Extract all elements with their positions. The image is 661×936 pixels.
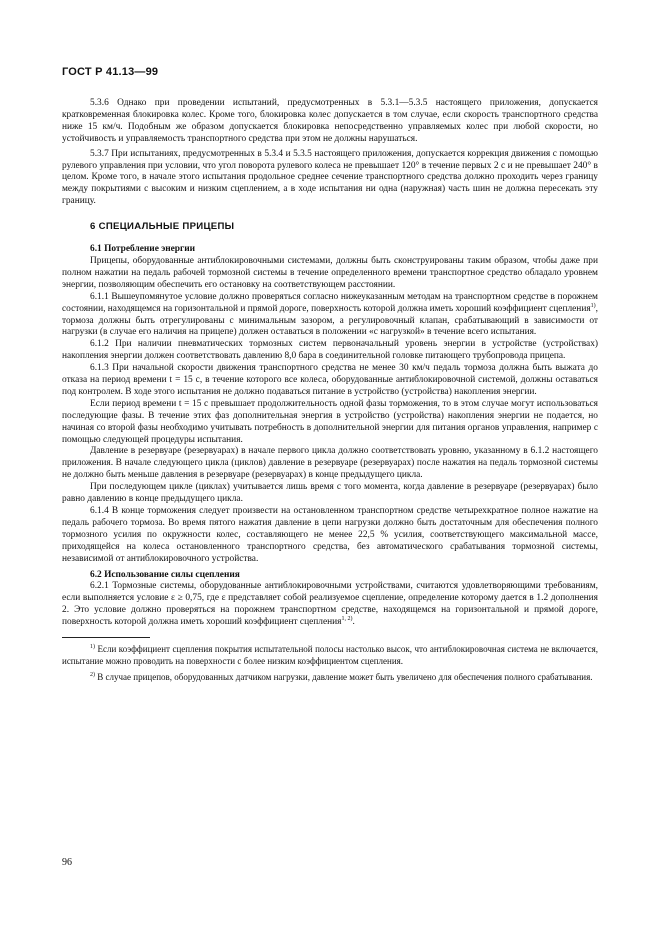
- paragraph-6-1-1: [62, 292, 598, 340]
- paragraph-reservoir-pressure: Давление в резервуаре (резервуарах) в начале первого цикла должно соответствовать уровню, указанному в 6.1.2 настоящего приложения. В начале следующего цикла (циклов) давление в резервуаре (резервуарах) после нажатия на педаль тормозной системы не должно быть меньше давления в резервуаре (резервуарах) в конце предыдущего цикла.: [62, 446, 598, 481]
- footnote-2-mark: 2): [90, 672, 95, 679]
- paragraph-6-1-1-text-b: , тормоза должны быть отрегулированы с минимальным зазором, а регулировочный клапан, срабатывающий в зависимости от нагрузки (в случае его наличия на прицепе) должен оставаться в положении «с нагрузкой» в течение всего испытания.: [62, 303, 598, 338]
- footnotes: [62, 644, 598, 684]
- paragraph-6-1-1-text-a: 6.1.1 Вышеупомянутое условие должно проверяться согласно нижеуказанным методам на транспортном средстве в порожнем состоянии, находящемся на горизонтальной и прямой дороге, поверхность которой должна иметь хороший коэффициент сцепления: [62, 291, 598, 314]
- footnote-1: [62, 644, 598, 667]
- footnote-2: [62, 672, 598, 684]
- footnote-ref-1: 1): [590, 302, 596, 309]
- footnote-2-text: В случае прицепов, оборудованных датчиком нагрузки, давление может быть увеличено для обеспечения полного срабатывания.: [95, 672, 593, 683]
- paragraph-6-1-4: 6.1.4 В конце торможения следует произвести на остановленном транспортном средстве четырехкратное полное нажатие на педаль рабочего тормоза. Во время пятого нажатия давление в цепи нагрузки должно быть достаточным для обеспечения полного тормозного усилия по окружности колес, составляющего не менее 22,5 % усилия, соответствующего максимальной массе, приходящейся на колеса остановленного транспортного средства, без автоматического срабатывания тормозной системы, независимой от антиблокировочного устройства.: [62, 506, 598, 564]
- paragraph-6-1-3: 6.1.3 При начальной скорости движения транспортного средства не менее 30 км/ч педаль тормоза должна быть выжата до отказа на период времени t = 15 с, в течение которого все колеса, оборудованные антиблокировочной системой, должны оставаться под контролем. В ходе этого испытания не должно подаваться питание в устройство (устройства) накопления энергии.: [62, 363, 598, 397]
- paragraph-6-2-1: [62, 581, 598, 629]
- footnote-1-text: Если коэффициент сцепления покрытия испытательной полосы настолько высок, что антиблокировочная система не включается, испытание можно проводить на поверхности с более низким коэффициентом сцепления.: [62, 644, 598, 666]
- paragraph-6-1-2: 6.1.2 При наличии пневматических тормозных систем первоначальный уровень энергии в устройстве (устройствах) накопления энергии должен соответствовать давлению 8,0 бара в соединительной головке питающего трубопровода прицепа.: [62, 339, 598, 362]
- paragraph-5-3-6: 5.3.6 Однако при проведении испытаний, предусмотренных в 5.3.1—5.3.5 настоящего приложения, допускается кратковременная блокировка колес. Кроме того, блокировка колес допускается в том случае, если скорость транспортного средства ниже 15 км/ч. Подобным же образом допускается блокировка непосредственно управляемых колес при любой скорости, но устойчивость и управляемость транспортного средства при этом не должны нарушаться.: [62, 98, 598, 144]
- footnote-ref-1-2: 1, 2): [341, 616, 353, 623]
- footnote-divider: [62, 637, 150, 638]
- paragraph-6-2-1-text-b: .: [352, 617, 355, 628]
- paragraph-6-2-1-text-a: 6.2.1 Тормозные системы, оборудованные антиблокировочными устройствами, считаются удовлетворяющими требованиям, если выполняется условие ε ≥ 0,75, где ε представляет собой реализуемое сцепление, определение которому дается в 1.2 дополнения 2. Это условие должно проверяться на порожнем транспортном средстве, находящемся на горизонтальной и прямой дороге, поверхность которой должна иметь хороший коэффициент сцепления: [62, 581, 598, 628]
- paragraph-6-1: Прицепы, оборудованные антиблокировочными системами, должны быть сконструированы таким образом, чтобы даже при полном нажатии на педаль рабочей тормозной системы в течение определенного времени транспортное средство обладало уровнем энергии, позволяющим обеспечить его остановку на соответствующем расстоянии.: [62, 255, 598, 290]
- footnote-1-mark: 1): [90, 644, 95, 651]
- document-body: [62, 98, 598, 689]
- section-6-heading: 6 СПЕЦИАЛЬНЫЕ ПРИЦЕПЫ: [90, 221, 235, 233]
- paragraph-time-period: Если период времени t = 15 с превышает продолжительность одной фазы торможения, то в этом случае могут использоваться последующие фазы. В течение этих фаз дополнительная энергия в устройство (устройства) накопления энергии не подается, но начиная со второй фазы необходимо учитывать потребность в дополнительной энергии для питания органов управления, например с помощью следующей процедуры испытания.: [62, 398, 598, 445]
- subsection-6-1-heading: 6.1 Потребление энергии: [90, 244, 196, 255]
- paragraph-5-3-7: 5.3.7 При испытаниях, предусмотренных в 5.3.4 и 5.3.5 настоящего приложения, допускается коррекция движения с помощью рулевого управления при условии, что угол поворота рулевого колеса не превышает 120° в течение первых 2 с и не превышает 240° в целом. Кроме того, в начале этого испытания продольное среднее сечение транспортного средства должно проходить через границу между покрытиями с высоким и низким сцеплением, а в ходе испытания ни одна (наружная) часть шин не должна пересекать эту границу.: [62, 148, 598, 207]
- document-header: ГОСТ Р 41.13—99: [62, 66, 159, 78]
- subsection-6-2-heading: 6.2 Использование силы сцепления: [90, 569, 240, 580]
- paragraph-next-cycle: При последующем цикле (циклах) учитывается лишь время с того момента, когда давление в резервуаре (резервуарах) было равно давлению в конце предыдущего цикла.: [62, 482, 598, 505]
- page-number: 96: [62, 857, 72, 868]
